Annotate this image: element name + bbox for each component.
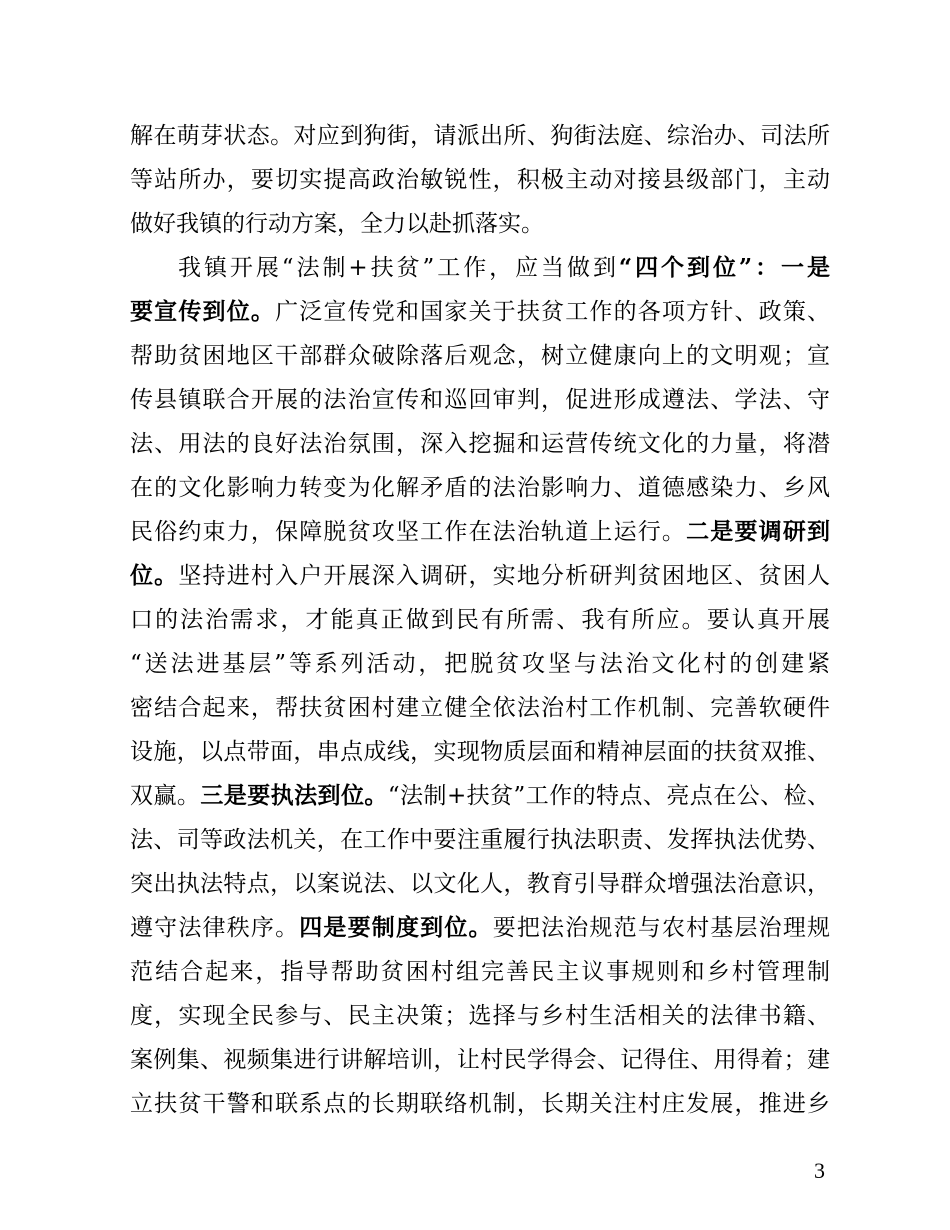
text-run: 我镇开展“法制+扶贫”工作，应当做到 [178,255,619,281]
text-run: 坚持进村入户开展深入调研，实地分析研判贫困地区、贫困人 [178,563,831,589]
text-run: 遵守法律秩序。 [130,915,300,941]
text-run: 帮助贫困地区干部群众破除落后观念，树立健康向上的文明观；宣 [130,343,830,369]
body-text-line [130,738,830,766]
text-run: 立扶贫干警和联系点的长期联络机制，长期关注村庄发展，推进乡 [130,1091,830,1117]
body-text-line [130,342,830,370]
body-text-line [130,166,830,194]
text-run: 等站所办，要切实提高政治敏锐性，积极主动对接县级部门，主动 [130,167,830,193]
text-run: 突出执法特点，以案说法、以文化人，教育引导群众增强法治意识， [130,871,830,897]
body-text-line [130,474,830,502]
page-number: 3 [814,1158,825,1183]
bold-text-run: “四个到位”：一是 [618,254,830,281]
text-run: 口的法治需求，才能真正做到民有所需、我有所应。要认真开展 [130,607,830,633]
body-text-line [130,958,830,986]
bold-text-run: 三是要执法到位。 [200,782,388,809]
body-text-line [130,298,830,326]
body-text-line [130,386,830,414]
body-text-line [130,1046,830,1074]
text-run: 法、司等政法机关，在工作中要注重履行执法职责、发挥执法优势、 [130,827,830,853]
text-run: 解在萌芽状态。对应到狗街，请派出所、狗街法庭、综治办、司法所 [130,123,830,149]
text-run: 广泛宣传党和国家关于扶贫工作的各项方针、政策、 [275,299,831,325]
text-run: 案例集、视频集进行讲解培训，让村民学得会、记得住、用得着；建 [130,1047,830,1073]
text-run: “法制+扶贫”工作的特点、亮点在公、检、 [387,783,831,809]
text-run: 设施，以点带面，串点成线，实现物质层面和精神层面的扶贫双推、 [130,739,830,765]
body-text-line [130,606,830,634]
body-text-line [130,562,830,590]
body-text-line [130,210,830,238]
paragraph-first-line [178,254,830,282]
text-run: 法、用法的良好法治氛围，深入挖掘和运营传统文化的力量，将潜 [130,431,830,457]
body-text-line [130,694,830,722]
text-run: “送法进基层”等系列活动，把脱贫攻坚与法治文化村的创建紧 [130,651,830,677]
body-text-line [130,518,830,546]
body-text-line [130,650,830,678]
body-text-line [130,914,830,942]
text-run: 要把法治规范与农村基层治理规 [492,915,831,941]
text-run: 度，实现全民参与、民主决策；选择与乡村生活相关的法律书籍、 [130,1003,830,1029]
text-run: 民俗约束力，保障脱贫攻坚工作在法治轨道上运行。 [130,519,687,545]
body-text-line [130,782,830,810]
text-run: 密结合起来，帮扶贫困村建立健全依法治村工作机制、完善软硬件 [130,695,830,721]
bold-text-run: 要宣传到位。 [130,298,276,325]
text-run: 双赢。 [130,783,201,809]
body-text-line [130,1002,830,1030]
text-run: 传县镇联合开展的法治宣传和巡回审判，促进形成遵法、学法、守 [130,387,830,413]
bold-text-run: 位。 [130,562,179,589]
text-run: 在的文化影响力转变为化解矛盾的法治影响力、道德感染力、乡风 [130,475,830,501]
body-text-line [130,430,830,458]
bold-text-run: 二是要调研到 [686,518,831,545]
body-text-line [130,1090,830,1118]
body-text-line [130,826,830,854]
text-run: 做好我镇的行动方案，全力以赴抓落实。 [130,211,544,237]
text-run: 范结合起来，指导帮助贫困村组完善民主议事规则和乡村管理制 [130,959,830,985]
bold-text-run: 四是要制度到位。 [299,914,493,941]
body-text-line [130,122,830,150]
body-text-line [130,870,830,898]
